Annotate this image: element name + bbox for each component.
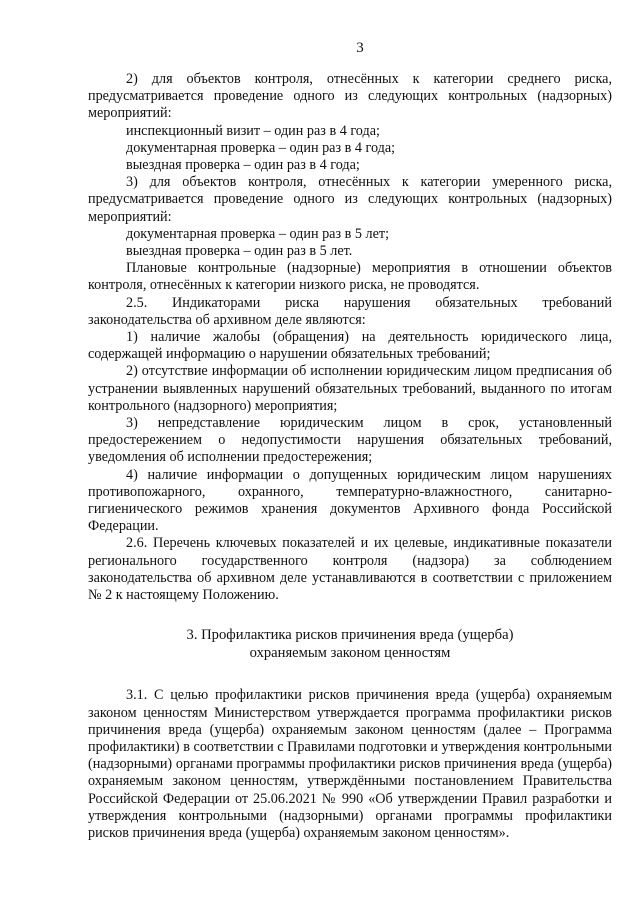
- paragraph-2-6: 2.6. Перечень ключевых показателей и их целевые, индикативные показатели регионального государственного контроля (надзора) за соблюдением законодательства об архивном деле устанавливаются в соответствии с приложением № 2 к настоящему Положению.: [88, 535, 612, 604]
- list-item-medium-risk: выездная проверка – один раз в 4 года;: [126, 157, 360, 174]
- paragraph-low-risk: Плановые контрольные (надзорные) мероприятия в отношении объектов контроля, отнесённых к категории низкого риска, не проводятся.: [88, 260, 612, 294]
- indicator-item: 1) наличие жалобы (обращения) на деятельность юридического лица, содержащей информацию о нарушении обязательных требований;: [88, 329, 612, 363]
- indicator-item: 3) непредставление юридическим лицом в срок, установленный предостережением о недопустимости нарушения обязательных требований, уведомления об исполнении предостережения;: [88, 415, 612, 466]
- list-item-moderate-risk: выездная проверка – один раз в 5 лет.: [126, 243, 353, 260]
- list-item-medium-risk: инспекционный визит – один раз в 4 года;: [126, 122, 380, 139]
- paragraph-2-5: 2.5. Индикаторами риска нарушения обязательных требований законодательства об архивном деле являются:: [88, 294, 612, 328]
- paragraph-medium-risk: 2) для объектов контроля, отнесённых к категории среднего риска, предусматривается проведение одного из следующих контрольных (надзорных) мероприятий:: [88, 71, 612, 122]
- indicator-item: 4) наличие информации о допущенных юридическим лицом нарушениях противопожарного, охранного, температурно-влажностного, санитарно-гигиенического режимов хранения документов Архивного фонда Российской Федерации.: [88, 466, 612, 535]
- indicator-item: 2) отсутствие информации об исполнении юридическим лицом предписания об устранении выявленных нарушений обязательных требований, выданного по итогам контрольного (надзорного) мероприятия;: [88, 363, 612, 414]
- section-3-title-line2: охраняемым законом ценностям: [249, 645, 451, 662]
- section-3-title-line1: 3. Профилактика рисков причинения вреда (ущерба): [186, 627, 514, 644]
- page-number: 3: [356, 40, 364, 56]
- paragraph-3-1: 3.1. С целью профилактики рисков причинения вреда (ущерба) охраняемым законом ценностям Министерством утверждается программа профилактики рисков причинения вреда (ущерба) охраняемым законом ценностям (далее – Программа профилактики) в соответствии с Правилами подготовки и утверждения контрольными (надзорными) органами программы профилактики рисков причинения вреда (ущерба) охраняемым законом ценностям, утверждёнными постановлением Правительства Российской Федерации от 25.06.2021 № 990 «Об утверждении Правил разработки и утверждения контрольными (надзорными) органами программы профилактики рисков причинения вреда (ущерба) охраняемым законом ценностям».: [88, 687, 612, 841]
- list-item-moderate-risk: документарная проверка – один раз в 5 лет;: [126, 225, 390, 242]
- list-item-medium-risk: документарная проверка – один раз в 4 года;: [126, 139, 396, 156]
- paragraph-moderate-risk: 3) для объектов контроля, отнесённых к категории умеренного риска, предусматривается проведение одного из следующих контрольных (надзорных) мероприятий:: [88, 174, 612, 225]
- section-3-heading: [88, 626, 612, 662]
